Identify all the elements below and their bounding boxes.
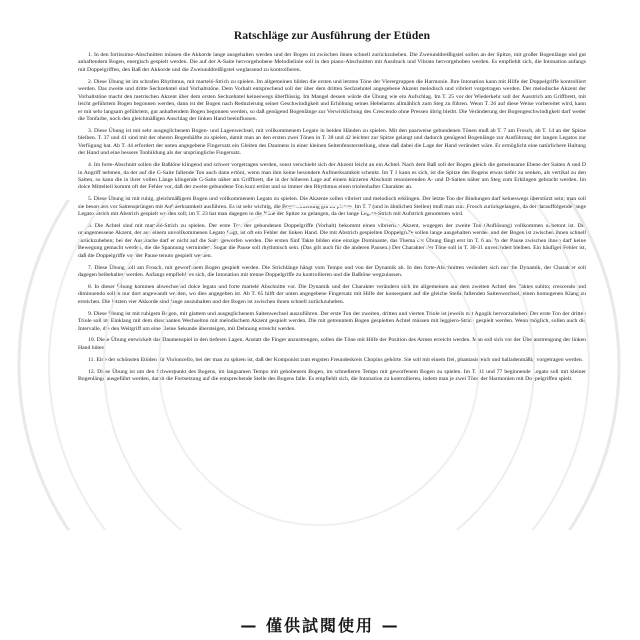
paragraph-number: 2.: [88, 78, 93, 85]
paragraph-10: [78, 337, 586, 352]
page-title: Ratschläge zur Ausführung der Etüden: [233, 30, 431, 42]
paragraph-number: 12.: [88, 368, 96, 375]
paragraph-list: [78, 52, 586, 384]
paragraph-2: [78, 79, 586, 124]
paragraph-text: Eine der schönsten Etüden für Violoncello, bei der man zu spüren ist, daß der Komponist zum engsten Freundeskreis Chopins gehörte. Sie soll mit einem frei, phantasiereich und balladenmäßig vorgetragen werden.: [96, 356, 584, 363]
paragraph-11: [78, 357, 586, 364]
paragraph-5: [78, 196, 586, 218]
paragraph-text: In den fortissimo-Abschnitten müssen die Akkorde lange ausgehalten werden und der Bogen ist zwischen ihnen schnell zurückzuheben. Die Zweiunddreißigstel sollen an der Spitze, mit großer Bogenlänge und gut anhaftendem Bogen, energisch gespielt werden. Die auf der A-Saite hervorgehobene Melodielinie soll in den piano-Abschnitten mit Ausdruck und Vibrato hervorgehoben werden. Es empfiehlt sich, die Intonation anfangs mit Doppelgriffen, den Baß der Akkorde und die Zweiunddreißigstel weglassend zu kontrollieren.: [78, 52, 587, 73]
paragraph-number: 3.: [88, 127, 93, 134]
paragraph-1: [78, 52, 586, 74]
paragraph-text: In dieser Übung kommen abwechselnd dolce legato und forte martelé Abschnitte vor. Die Dynamik und der Charakter verändern sich im allgemeinen auf dem zweiten Achtel des Taktes subito; crescendo und diminuendo sollen nur dort angewandt werden, wo dies angegeben ist. Ab T. 65 hilft der unten angegebene Fingersatz mit Hilfe der konsequent auf die gleiche Stelle fallenden Saitenwechsel, einen homogenen Klang zu erreichen. Die letzten vier Akkorde sind lange auszuhalten und der Bogen ist zwischen ihnen schnell zurückzuheben.: [78, 283, 586, 305]
paragraph-number: 6.: [88, 223, 93, 230]
paragraph-3: [78, 128, 586, 158]
paragraph-number: 5.: [88, 196, 93, 203]
paragraph-number: 10.: [88, 337, 96, 344]
paragraph-number: 11.: [88, 356, 95, 363]
paragraph-8: [78, 284, 586, 306]
paragraph-6: [78, 223, 586, 260]
preview-only-stamp: — 僅供試閱使用 —: [240, 616, 400, 635]
paragraph-text: Diese Übung soll am Frosch, mit geworfenem Bogen gespielt werden. Die Strichlänge hängt vom Tempo und von der Dynamik ab. In den forte-Abschnitten verändert sich nur die Dynamik, der Charakter soll dagegen beibehalten werden. Anfangs empfiehlt es sich, die Intonation mit trenne Doppelgriffe zu kontrollieren und die Baßtöne wegzulassen.: [78, 264, 587, 279]
paragraph-number: 8.: [88, 283, 93, 290]
paragraph-number: 7.: [88, 264, 93, 271]
paragraph-text: Diese Übung ist im schrafen Rhythmus, mit marteló-Strich zu spielen. Im allgemeinen bilden die ersten und letzten Töne der Vierergruppen die Harmonie. Ihre Intonation kann mit Hilfe der Doppelgriffe kontrolliert werden. Das zweite und dritte Sechzehntel sind Vorhaltstöne. Dem Vorhalt entsprechend soll der über dem dritten Sechzehntel angegebene Akzent melodisch und vibriert vorgetragen werden. Der melodische Akzent der Vorhaltstöne macht den metrischen Akzent über dem ersten Sechzehntel keineswegs überflüssig. Im Mangel dessen würde die Übung wie ein Aufschlag. Im T. 25 vor der Wiederkehr soll der Ausstrich am Griffbrett, mit leicht geführtem Bogen begonnen werden, dann ist der Bogen nach Reduzierung seiner Geschwindigkeit und Erhöhung seines Hebelarms allmählich zum Steg zu führen. Wenn T. 26 auf diese Weise vorbereitet wird, kann er mit sehr langsam geführtem, gut anhaftendem Bogen begonnen werden, so daß genügend Bogenlänge zur Verwirklichung des Crescendo ohne Pressen übrig bleibt. Die Veränderung der Bogengeschwindigkeit darf weder die Tonfarbe, noch den gleichmäßigen Anschlag der linken Hand beeinflussen.: [78, 78, 587, 123]
paragraph-number: 4.: [88, 162, 93, 169]
paragraph-number: 1.: [88, 52, 93, 58]
paragraph-7: [78, 265, 586, 280]
paragraph-4: [78, 162, 586, 192]
paragraph-text: Diese Übung entwickelt das Daumenspiel in den tieferen Lagen. Anstatt die Finger anzustrengen, sollen die Töne mit Hilfe der Position des Armes erreicht werden. Man soll sich vor der Überanstrengung der linken Hand hüten.: [78, 337, 587, 351]
paragraph-text: Diese Übung ist um den Schwerpunkt des Bogens, im langsamen Tempo mit gehobenem Bogen, im schnelleren Tempo mit geworfenem Bogen zu spielen. Im T. 31 und 77 beginnende Legato soll mit kleiner Bogenlänge ausgeführt werden, damit die Fortsetzung auf die entsprechende Stelle des Bogens falle. Es empfiehlt sich, die Intonation zu kontrollieren, indem man je zwei Töne der Harmonien mit Doppelgriffen spielt.: [78, 368, 586, 383]
paragraph-text: Diese Übung ist mit ruhigem Bogen, mit glattem und ausgeglichenem Saitenwechsel auszuführen. Der erste Ton der zweiten, dritten und vierten Triole ist jeweils mit Agogik hervorzuheben. Der erste Ton der dritten Triole soll im Einklang mit dem dissonanten Wechselton mit melodischem Akzent gespielt werden. Die mit getrenntem Bogen gespielten Achtel müssen mit leggiero-Strich gespielt werden. Wenn möglich, sollen auch die Intervalle, die den Weitgriff um eine kleine Sekunde übersteigen, mit Dehnung erreicht werden.: [78, 310, 586, 332]
paragraph-text: Diese Übung ist mit sehr ausgeglichenem Bogen- und Lagenwechsel, mit vollkommenem Legato in beiden Händen zu spielen. Mit den paarweise gebundenen Tönen muß ab T. 7 am Frosch, ab T. 14 an der Spitze bleiben. T. 37 und 41 sind mit der oberen Bogenhälfte zu spielen, damit man an den ersten zwei Tönen in T. 38 und 42 leichter zur Spitze gelangt und dadurch genügend Bogenlänge zur Ausführung der langen Legatos zur Verfügung hat. Ab T. 44 erfordert der unten angegebene Fingersatz ein Gleiten des Daumens in einer kleinen Seitenfensterstellung, ohne daß dabei die Lage der Hand verändert wäre. Er ermöglicht eine natürlichere Haltung der Hand und eine bessere Tonbildung als der ursprüngliche Fingersatz.: [78, 127, 586, 157]
paragraph-12: [78, 369, 586, 384]
paragraph-number: 9.: [88, 310, 93, 317]
paragraph-text: Im forte-Abschnitt sollen die Baßtöne klingend und schwer vorgetragen werden, sonst verschiebt sich der Akzent leicht an ein Achtel. Nach dem Baß soll der Bogen gleich die gemeinsame Ebene der Saiten A und D in Angriff nehmen, da der auf die G-Saite fallende Ton auch dann ertönt, wenn man ihm keine besondere Aufmerksamkeit schenkt. Im T 1 kann es sich, ist die Spitze des Bogens etwas tiefer zu senken, als vertikal zu den Saiten, so kann die in ihrer vollen Länge klingende G-Saite näher am Griffbrett, die in der höheren Lage auf einem kürzeren Abschnitt resonierenden A- und D-Saiten näher am Steg zum Erklingen gebracht werden. Im dolce Mittelteil kommt oft der Fehler vor, daß der zweite gebundene Ton kurz ertönt und so immer den Rhythmus einen triolenhafter Charakter an.: [78, 162, 586, 191]
paragraph-text: Die Achtel sind mit marteló-Strich zu spielen. Der erste Ton der gebundenen Doppelgriffe (Vorhalt) bekommt einen vibrierten Akzent, wogegen der zweite Ton (Auflösung) vollkommen unbetont ist. Der unangemessene Akzent, der aus einem unvollkommenen Legato folgt, ist oft ein Fehler der linken Hand. Die mit Abstrich gespielten Doppelgriffe sollen lange ausgehalten werden und der Bogen ist zwischen ihnen schnell zurückzuheben; bei der Ausprache darf er nicht auf die Saite geworfen werden. Die ersten fünf Takte bilden eine einzige Dominante, das Thema der Übung fängt erst im T. 6 an. In der Pause zwischen ihnen darf keine Bewegung gemacht werden, die die Spannung vermindert. Sogar die Pause soll rhythmisch sein. (Das gilt auch für die anderen Pausen.) Der Charakter der Töne soll in T. 30-31 unverändert bleiben. Ein häufiger Fehler ist, daß die Doppelgriffe vor der Pause tenuto gespielt werden.: [78, 223, 587, 259]
paragraph-9: [78, 311, 586, 333]
paragraph-text: Diese Übung ist mit ruhig, gleichmäßigem Bogen und vollkommenem Legato zu spielen. Die Akzente sollen vibriert und melodisch erklingen. Der letzte Ton der Bindungen darf keineswegs überstürzt sein; man soll sie besonders vor Saitensprüngen mit Aufmerksamkeit ausführen. Es ist sehr wichtig, die Bogeneinteilung gut zu planen. Im T. 7 (und in ähnlichen Stellen) muß man zum Frosch zurückgelangen, da der darauffolgende lange Legato-Strich mit Abstrich gespielt werden soll; im T. 23 hat man dagegen in die Nähe der Spitze zu gelangen, da der lange Legato-Strich mit Aufstrich genommen wird.: [78, 196, 586, 218]
